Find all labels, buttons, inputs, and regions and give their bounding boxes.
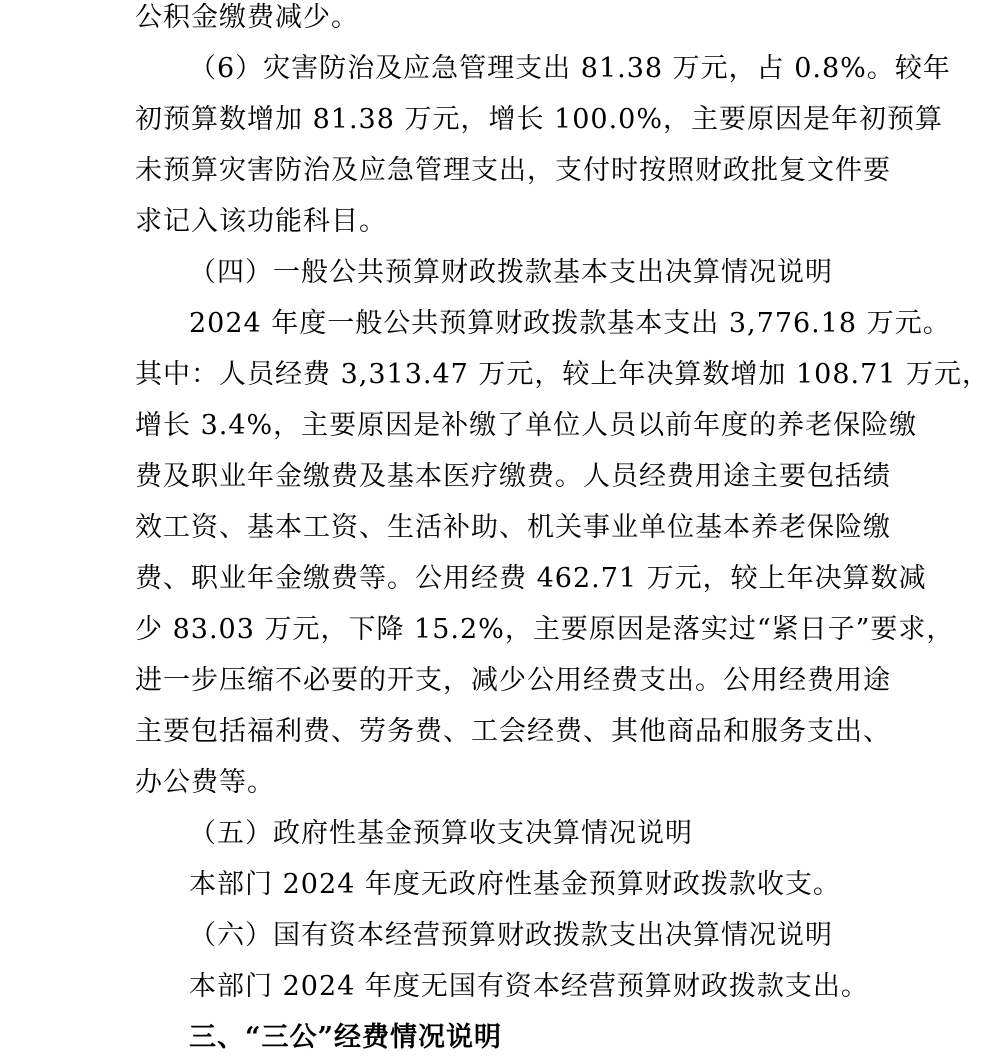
subsection-heading: （六）国有资本经营预算财政拨款支出决算情况说明	[189, 920, 833, 951]
paragraph-line: 本部门 2024 年度无政府性基金预算财政拨款收支。	[189, 869, 841, 900]
paragraph-line: 费及职业年金缴费及基本医疗缴费。人员经费用途主要包括绩	[135, 461, 891, 492]
paragraph-line: 公积金缴费减少。	[135, 2, 359, 33]
subsection-heading: （四）一般公共预算财政拨款基本支出决算情况说明	[189, 257, 833, 288]
paragraph-line: 少 83.03 万元，下降 15.2%，主要原因是落实过“紧日子”要求，	[135, 614, 955, 645]
paragraph-line: 进一步压缩不必要的开支，减少公用经费支出。公用经费用途	[135, 665, 891, 696]
paragraph-line: 未预算灾害防治及应急管理支出，支付时按照财政批复文件要	[135, 155, 891, 186]
paragraph-line: （6）灾害防治及应急管理支出 81.38 万元，占 0.8%。较年	[189, 53, 951, 84]
paragraph-line: 其中：人员经费 3,313.47 万元，较上年决算数增加 108.71 万元，	[135, 359, 991, 390]
paragraph-line: 求记入该功能科目。	[135, 206, 387, 237]
paragraph-line: 本部门 2024 年度无国有资本经营预算财政拨款支出。	[189, 971, 869, 1002]
paragraph-line: 主要包括福利费、劳务费、工会经费、其他商品和服务支出、	[135, 716, 891, 747]
document-page	[135, 0, 991, 1063]
paragraph-line: 2024 年度一般公共预算财政拨款基本支出 3,776.18 万元。	[189, 308, 951, 339]
paragraph-line: 费、职业年金缴费等。公用经费 462.71 万元，较上年决算数减	[135, 563, 927, 594]
paragraph-line: 初预算数增加 81.38 万元，增长 100.0%，主要原因是年初预算	[135, 104, 943, 135]
section-title: 三、“三公”经费情况说明	[189, 1022, 503, 1053]
paragraph-line: 效工资、基本工资、生活补助、机关事业单位基本养老保险缴	[135, 512, 891, 543]
paragraph-line: 办公费等。	[135, 767, 275, 798]
subsection-heading: （五）政府性基金预算收支决算情况说明	[189, 818, 693, 849]
paragraph-line: 增长 3.4%，主要原因是补缴了单位人员以前年度的养老保险缴	[135, 410, 918, 441]
